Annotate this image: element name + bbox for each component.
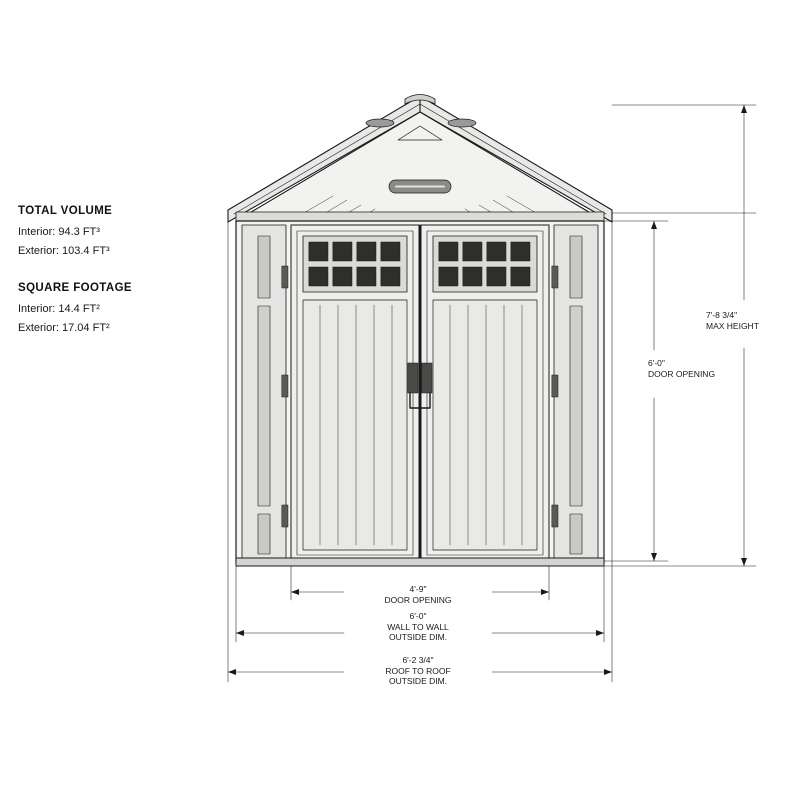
gable-face bbox=[236, 112, 604, 221]
roof-to-roof-value: 6'-2 3/4" bbox=[402, 655, 434, 665]
right-panel-slot-mid bbox=[570, 306, 582, 506]
roof-to-roof-label-1: ROOF TO ROOF bbox=[385, 665, 451, 676]
wall-to-wall-label-2: OUTSIDE DIM. bbox=[388, 632, 448, 643]
door-opening-height-label: DOOR OPENING bbox=[648, 368, 716, 379]
hinge-right-top bbox=[552, 266, 558, 288]
hinge-right-mid bbox=[552, 375, 558, 397]
dimension-door-opening-width bbox=[348, 584, 488, 605]
door-opening-width-label: DOOR OPENING bbox=[384, 594, 452, 605]
right-panel-slot-top bbox=[570, 236, 582, 298]
wall-to-wall-value: 6'-0" bbox=[409, 611, 427, 621]
square-footage-interior: Interior: 14.4 FT² bbox=[18, 303, 100, 315]
max-height-value: 7'-8 3/4" bbox=[706, 310, 738, 320]
hinge-left-bottom bbox=[282, 505, 288, 527]
left-panel-slot-top bbox=[258, 236, 270, 298]
door-left-lower-panel bbox=[303, 300, 407, 550]
gable-bottom-band bbox=[236, 212, 604, 221]
square-footage-heading: SQUARE FOOTAGE bbox=[18, 282, 133, 294]
left-panel-slot-mid bbox=[258, 306, 270, 506]
roof-to-roof-label-2: OUTSIDE DIM. bbox=[388, 676, 448, 687]
base-plate bbox=[236, 558, 604, 566]
wall-to-wall-label-1: WALL TO WALL bbox=[387, 621, 449, 632]
door-opening-height-value: 6'-0" bbox=[648, 358, 665, 368]
total-volume-exterior: Exterior: 103.4 FT³ bbox=[18, 245, 110, 257]
square-footage-exterior: Exterior: 17.04 FT² bbox=[18, 322, 110, 334]
door-right-lower-panel bbox=[433, 300, 537, 550]
ridge-vent-left bbox=[366, 119, 394, 127]
max-height-label: MAX HEIGHT bbox=[706, 320, 759, 331]
ridge-vent-right bbox=[448, 119, 476, 127]
dimension-max-height bbox=[706, 310, 759, 331]
double-doors bbox=[291, 225, 549, 561]
brand-badge bbox=[389, 180, 451, 193]
door-opening-width-value: 4'-9" bbox=[409, 584, 427, 594]
left-panel-slot-bottom bbox=[258, 514, 270, 554]
total-volume-heading: TOTAL VOLUME bbox=[18, 205, 113, 217]
dimension-door-opening-height bbox=[648, 358, 715, 379]
dimension-wall-to-wall bbox=[348, 611, 488, 643]
hinge-right-bottom bbox=[552, 505, 558, 527]
right-panel-slot-bottom bbox=[570, 514, 582, 554]
hinge-left-top bbox=[282, 266, 288, 288]
dimension-roof-to-roof bbox=[348, 655, 488, 687]
total-volume-interior: Interior: 94.3 FT³ bbox=[18, 226, 100, 238]
gable-wall bbox=[236, 112, 604, 221]
hinge-left-mid bbox=[282, 375, 288, 397]
